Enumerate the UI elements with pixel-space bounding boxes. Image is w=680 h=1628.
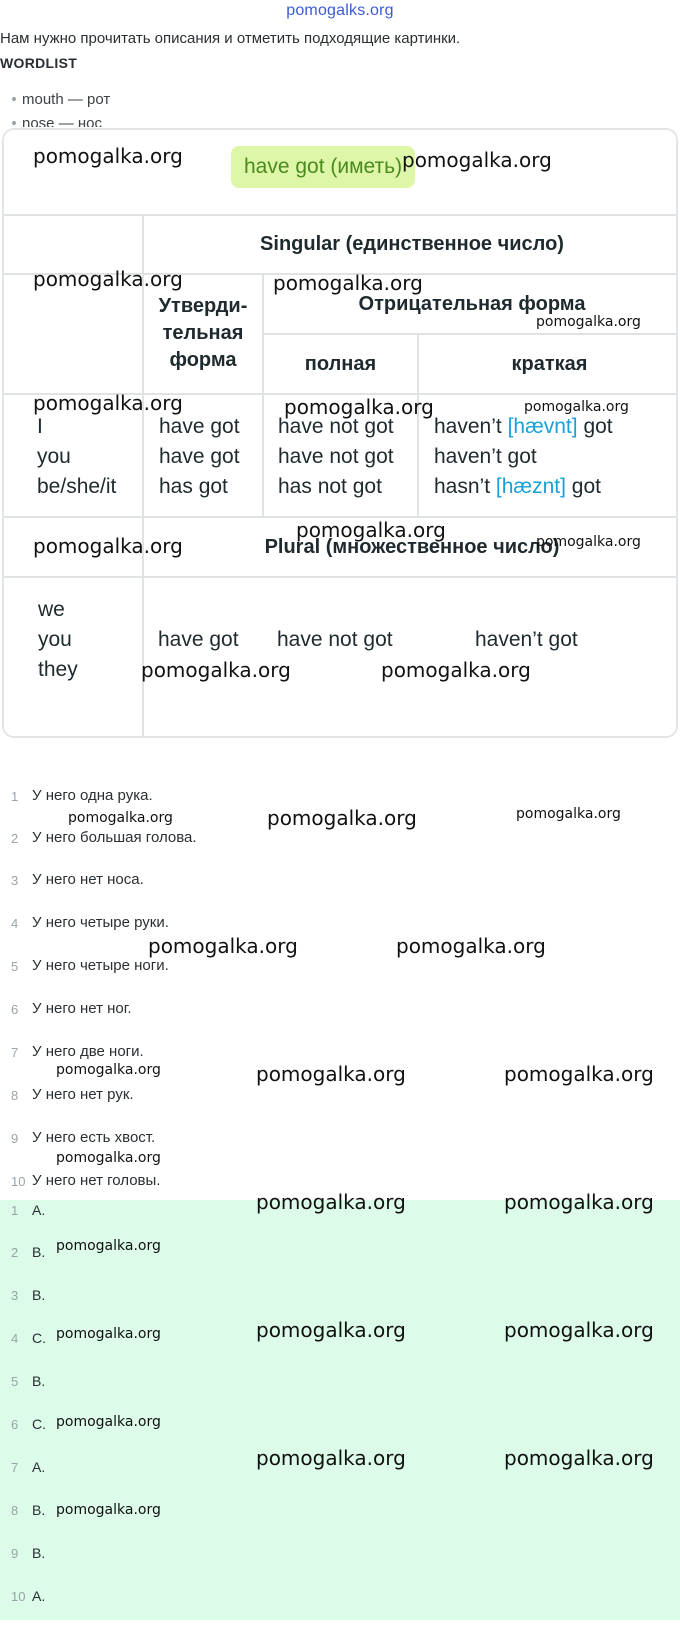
- wordlist-item: nose — нос: [12, 115, 102, 127]
- full-negative-form: have not got: [278, 415, 394, 438]
- transcription: [hæznt]: [495, 475, 566, 498]
- answer-item: 1 A.: [11, 1202, 46, 1218]
- pronoun: be/she/it: [37, 475, 117, 498]
- watermark: pomogalka.org: [56, 1414, 161, 1430]
- watermark: pomogalka.org: [504, 1318, 654, 1342]
- watermark: pomogalka.org: [256, 1318, 406, 1342]
- question-item: 5 У него четыре ноги.: [11, 957, 169, 974]
- watermark: pomogalka.org: [56, 1326, 161, 1342]
- watermark: pomogalka.org: [296, 518, 446, 542]
- full-negative-form: have not got: [278, 445, 394, 468]
- question-item: 9 У него есть хвост.: [11, 1129, 156, 1146]
- watermark: pomogalka.org: [504, 1190, 654, 1214]
- watermark: pomogalka.org: [536, 314, 641, 330]
- watermark: pomogalka.org: [504, 1446, 654, 1470]
- answer-item: 7 A.: [11, 1459, 46, 1475]
- watermark: pomogalka.org: [396, 934, 546, 958]
- full-form-header: полная: [304, 353, 377, 375]
- answer-item: 3 B.: [11, 1287, 46, 1303]
- watermark: pomogalka.org: [33, 144, 183, 168]
- short-negative-form: hasn’t [hæznt] got: [434, 475, 601, 498]
- pronoun: they: [38, 658, 78, 681]
- watermark: pomogalka.org: [56, 1062, 161, 1078]
- question-item: 4 У него четыре руки.: [11, 914, 169, 931]
- watermark: pomogalka.org: [33, 267, 183, 291]
- watermark: pomogalka.org: [536, 534, 641, 550]
- answer-item: 2 B.: [11, 1244, 46, 1260]
- affirmative-form: has got: [159, 475, 228, 498]
- question-item: 6 У него нет ног.: [11, 1000, 132, 1017]
- have-got-grammar-table: [2, 128, 678, 738]
- watermark: pomogalka.org: [256, 1190, 406, 1214]
- pronoun: I: [37, 415, 43, 438]
- short-negative-form: haven’t got: [434, 445, 537, 468]
- site-title[interactable]: pomogalks.org: [286, 2, 394, 19]
- singular-header: Singular (единственное число): [260, 233, 564, 255]
- answer-item: 9 B.: [11, 1545, 46, 1561]
- answer-item: 8 B.: [11, 1502, 46, 1518]
- pronoun: we: [38, 598, 65, 621]
- pronoun: you: [38, 628, 72, 651]
- question-item: 3 У него нет носа.: [11, 871, 144, 888]
- affirmative-form: have got: [159, 445, 240, 468]
- affirmative-form: have got: [159, 415, 240, 438]
- question-item: 7 У него две ноги.: [11, 1043, 144, 1060]
- transcription: [hævnt]: [507, 415, 578, 438]
- negative-header: Отрицательная форма: [358, 293, 586, 315]
- watermark: pomogalka.org: [284, 395, 434, 419]
- question-item: 2 У него большая голова.: [11, 829, 197, 846]
- table-title: have got (иметь): [231, 146, 415, 188]
- bullet-icon: [12, 97, 16, 101]
- watermark: pomogalka.org: [256, 1446, 406, 1470]
- question-item: 8 У него нет рук.: [11, 1086, 134, 1103]
- watermark: pomogalka.org: [56, 1150, 161, 1166]
- watermark: pomogalka.org: [381, 658, 531, 682]
- watermark: pomogalka.org: [402, 148, 552, 172]
- watermark: pomogalka.org: [68, 810, 173, 826]
- watermark: pomogalka.org: [33, 534, 183, 558]
- affirmative-header: Утверди- тельная форма: [158, 295, 248, 371]
- answer-item: 4 C.: [11, 1330, 46, 1346]
- wordlist-item: mouth — рот: [12, 91, 110, 108]
- answer-item: 6 C.: [11, 1416, 46, 1432]
- watermark: pomogalka.org: [273, 271, 423, 295]
- short-form-header: краткая: [511, 353, 588, 375]
- question-item: 10 У него нет головы.: [11, 1172, 161, 1189]
- watermark: pomogalka.org: [267, 806, 417, 830]
- task-instruction: Нам нужно прочитать описания и отметить подходящие картинки.: [0, 30, 461, 47]
- watermark: pomogalka.org: [141, 658, 291, 682]
- watermark: pomogalka.org: [56, 1238, 161, 1254]
- wordlist-heading: WORDLIST: [0, 55, 78, 71]
- question-item: 1 У него одна рука.: [11, 787, 153, 804]
- short-negative-form: haven’t got: [475, 628, 578, 651]
- affirmative-form: have got: [158, 628, 239, 651]
- answer-item: 10 A.: [11, 1588, 46, 1604]
- watermark: pomogalka.org: [504, 1062, 654, 1086]
- full-negative-form: has not got: [278, 475, 382, 498]
- plural-header: Plural (множественное число): [264, 536, 560, 558]
- watermark: pomogalka.org: [148, 934, 298, 958]
- full-negative-form: have not got: [277, 628, 393, 651]
- watermark: pomogalka.org: [524, 399, 629, 415]
- watermark: pomogalka.org: [56, 1502, 161, 1518]
- answers-panel: [0, 1200, 680, 1620]
- pronoun: you: [37, 445, 71, 468]
- answer-item: 5 B.: [11, 1373, 46, 1389]
- short-negative-form: haven’t [hævnt] got: [434, 415, 613, 438]
- watermark: pomogalka.org: [516, 806, 621, 822]
- bullet-icon: [12, 121, 16, 125]
- watermark: pomogalka.org: [33, 391, 183, 415]
- watermark: pomogalka.org: [256, 1062, 406, 1086]
